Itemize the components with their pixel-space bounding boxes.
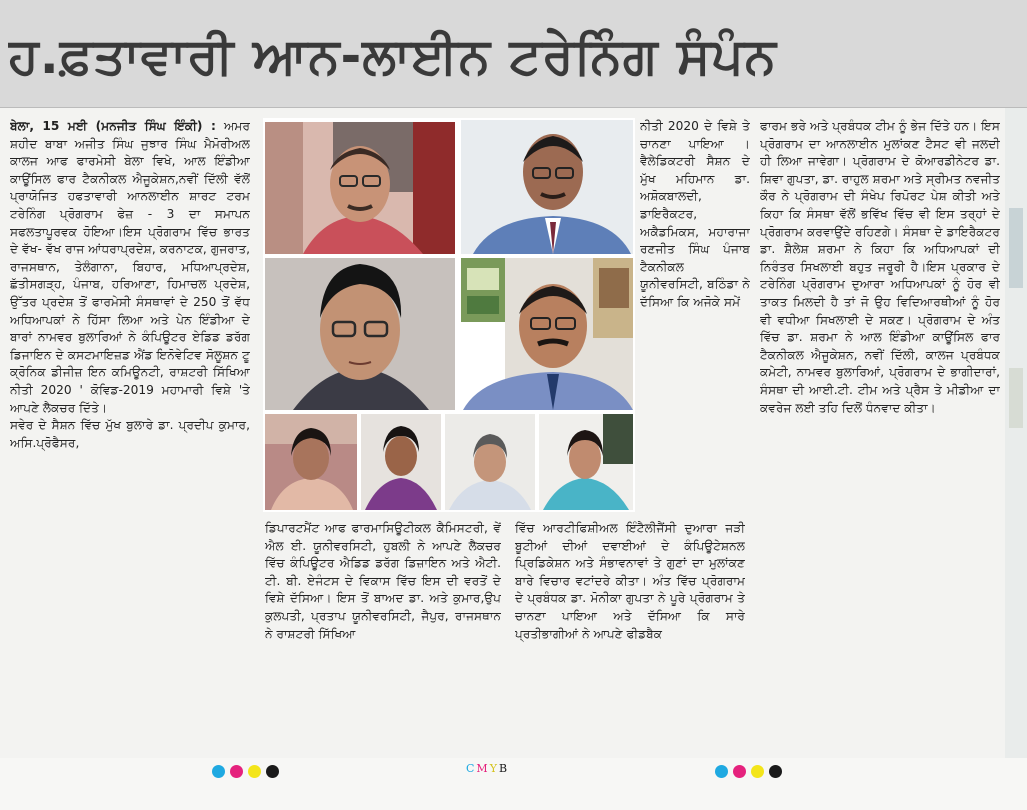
- article-column-2: [265, 520, 501, 758]
- yellow-dot: [751, 765, 764, 778]
- print-marks-footer: [0, 758, 1027, 810]
- color-registration-dots-right: [715, 765, 795, 779]
- cmyb-m: M: [476, 762, 490, 775]
- cmyb-b: B: [498, 762, 510, 775]
- color-registration-dots-left: [212, 765, 292, 779]
- participants-photo-collage: [263, 118, 635, 512]
- participant-photo-3: [265, 258, 455, 410]
- participant-photo-1: [265, 122, 455, 254]
- cmyb-label: [466, 762, 509, 775]
- article-column-3: [515, 520, 745, 758]
- column-3-body: ਵਿੱਚ ਆਰਟੀਫਿਸ਼ੀਅਲ ਇੰਟੈਲੀਜੈਂਸੀ ਦੁਆਰਾ ਜੜੀ ਬੂਟੀਆਂ ਦੀਆਂ ਦਵਾਈਆਂ ਦੇ ਕੰਪਿਊਟੇਸ਼ਨਲ ਪ੍ਰਿਡਿਕੇਸ਼ਨ ਅਤੇ ਸੰਭਾਵਨਾਵਾਂ ਤੇ ਗੁਣਾਂ ਦਾ ਮੁਲਾਂਕਣ ਬਾਰੇ ਵਿਚਾਰ ਵਟਾਂਦਰੇ ਕੀਤਾ। ਅੰਤ ਵਿੱਚ ਪ੍ਰੋਗਰਾਮ ਦੇ ਪ੍ਰਬੰਧਕ ਡਾ. ਮੋਨੀਕਾ ਗੁਪਤਾ ਨੇ ਪੂਰੇ ਪ੍ਰੋਗਰਾਮ ਤੇ ਚਾਨਣਾ ਪਾਇਆ ਅਤੇ ਦੱਸਿਆ ਕਿ ਸਾਰੇ ਪ੍ਰਤੀਭਾਗੀਆਂ ਨੇ ਆਪਣੇ ਫੀਡਬੈਕ: [515, 521, 745, 641]
- adjacent-article-edge: [1005, 108, 1027, 758]
- headline: ਹ.ਫ਼ਤਾਵਾਰੀ ਆਨ-ਲਾਈਨ ਟਰੇਨਿੰਗ ਸੰਪੰਨ: [8, 27, 777, 85]
- column-1-body-2: ਸਵੇਰ ਦੇ ਸੈਸ਼ਨ ਵਿੱਚ ਮੁੱਖ ਬੁਲਾਰੇ ਡਾ. ਪ੍ਰਦੀਪ ਕੁਮਾਰ, ਅਸਿ.ਪ੍ਰੋਫੈਸਰ,: [10, 418, 250, 450]
- column-1-body: ਅਮਰ ਸ਼ਹੀਦ ਬਾਬਾ ਅਜੀਤ ਸਿੰਘ ਜੁਝਾਰ ਸਿੰਘ ਮੈਮੋਰੀਅਲ ਕਾਲਜ ਆਫ ਫਾਰਮੇਸੀ ਬੇਲਾ ਵਿਖੇ, ਆਲ ਇੰਡੀਆ ਕਾਊਂਸਿਲ ਫਾਰ ਟੈਕਨੀਕਲ ਐਜੂਕੇਸ਼ਨ,ਨਵੀਂ ਦਿੱਲੀ ਵੱਲੋਂ ਪ੍ਰਾਯੋਜਿਤ ਹਫਤਾਵਾਰੀ ਆਨਲਾਈਨ ਸ਼ਾਰਟ ਟਰਮ ਟਰੇਨਿੰਗ ਪ੍ਰੋਗਰਾਮ ਫੇਜ਼ - 3 ਦਾ ਸਮਾਪਨ ਸਫਲਤਾਪੂਰਵਕ ਹੋਇਆ।ਇਸ ਪ੍ਰੋਗਰਾਮ ਵਿੱਚ ਭਾਰਤ ਦੇ ਵੱਖ- ਵੱਖ ਰਾਜ ਆਂਧਰਾਪ੍ਰਦੇਸ਼, ਕਰਨਾਟਕ, ਗੁਜਰਾਤ, ਰਾਜਸਥਾਨ, ਤੇਲੰਗਾਨਾ, ਬਿਹਾਰ, ਮਧਿਆਪ੍ਰਦੇਸ਼, ਛੱਤੀਸਗੜ੍ਹ, ਪੰਜਾਬ, ਹਰਿਆਣਾ, ਹਿਮਾਚਲ ਪ੍ਰਦੇਸ਼, ਉੱਤਰ ਪ੍ਰਦੇਸ਼ ਤੋਂ ਫਾਰਮੇਸੀ ਸੰਸਥਾਵਾਂ ਦੇ 250 ਤੋਂ ਵੱਧ ਅਧਿਆਪਕਾਂ ਨੇ ਹਿੱਸਾ ਲਿਆ ਅਤੇ ਪੇਨ ਇੰਡੀਆ ਦੇ ਬਾਰਾਂ ਨਾਮਵਰ ਬੁਲਾਰਿਆਂ ਨੇ ਕੰਪਿਊਟਰ ਏਡਿਡ ਡਰੱਗ ਡਿਜਾਇਨ ਦੇ ਕਸਟਮਾਇਜ਼ਡ ਐਂਡ ਇਨੋਵੇਟਿਵ ਸੋਲੂਸ਼ਨ ਟੂ ਕ੍ਰੋਨਿਕ ਡੀਜੀਜ਼ ਇਨ ਕਮਿਊਨਟੀ, ਰਾਸ਼ਟਰੀ ਸਿੱਖਿਆ ਨੀਤੀ 2020 ' ਕੋਵਿਡ-2019 ਮਹਾਮਾਰੀ ਵਿਸ਼ੇ 'ਤੇ ਆਪਣੇ ਲੈਕਚਰ ਦਿੱਤੇ।: [10, 119, 250, 415]
- article-column-4: [760, 118, 1000, 758]
- column-2-body: ਡਿਪਾਰਟਮੈਂਟ ਆਫ ਫਾਰਮਾਸਿਊਟੀਕਲ ਕੈਮਿਸਟਰੀ, ਵੇਂ ਐਲ ਈ. ਯੂਨੀਵਰਸਿਟੀ, ਹੁਬਲੀ ਨੇ ਆਪਣੇ ਲੈਕਚਰ ਵਿੱਚ ਕੰਪਿਊਟਰ ਐਡਿਡ ਡਰੱਗ ਡਿਜ਼ਾਇਨ ਅਤੇ ਐਟੀ. ਟੀ. ਬੀ. ਏਜੰਟਸ ਦੇ ਵਿਕਾਸ ਵਿੱਚ ਇਸ ਦੀ ਵਰਤੋਂ ਦੇ ਵਿਸ਼ੇ ਦੱਸਿਆ। ਇਸ ਤੋਂ ਬਾਅਦ ਡਾ. ਅਤੇ ਕੁਮਾਰ,ਉਪ ਕੁਲਪਤੀ, ਪ੍ਰਤਾਪ ਯੂਨੀਵਰਸਿਟੀ, ਜੈਪੁਰ, ਰਾਜਸਥਾਨ ਨੇ ਰਾਸ਼ਟਰੀ ਸਿੱਖਿਆ: [265, 521, 501, 641]
- participant-photo-6: [265, 414, 357, 510]
- yellow-dot: [248, 765, 261, 778]
- collage-svg: [263, 118, 635, 512]
- dateline: ਬੇਲਾ, 15 ਮਈ (ਮਨਜੀਤ ਸਿੰਘ ਇੰਕੀ) :: [10, 119, 216, 133]
- cyan-dot: [715, 765, 728, 778]
- cyan-dot: [212, 765, 225, 778]
- participant-photo-4: [461, 258, 505, 322]
- cmyb-y: Y: [489, 762, 499, 775]
- participant-photo-8: [445, 414, 535, 510]
- article-column-3a: [640, 118, 750, 514]
- black-dot: [769, 765, 782, 778]
- headline-band: [0, 0, 1027, 108]
- participant-photo-9: [539, 414, 633, 510]
- column-3a-body: ਨੀਤੀ 2020 ਦੇ ਵਿਸ਼ੇ ਤੇ ਚਾਨਣਾ ਪਾਇਆ । ਵੈਲੇਡਿਕਟਰੀ ਸੈਸ਼ਨ ਦੇ ਮੁੱਖ ਮਹਿਮਾਨ ਡਾ. ਅਸ਼ੋਕਬਾਲਦੀ, ਡਾਇਰੈਕਟਰ, ਅਕੈਡਮਿਕਸ, ਮਹਾਰਾਜਾ ਰਣਜੀਤ ਸਿੰਘ ਪੰਜਾਬ ਟੈਕਨੀਕਲ ਯੂਨੀਵਰਸਿਟੀ, ਬਠਿੰਡਾ ਨੇ ਦੱਸਿਆ ਕਿ ਅਜੋਕੇ ਸਮੇਂ: [640, 119, 750, 309]
- column-4-body: ਫਾਰਮ ਭਰੇ ਅਤੇ ਪ੍ਰਬੰਧਕ ਟੀਮ ਨੂੰ ਭੇਜ ਦਿੱਤੇ ਹਨ। ਇਸ ਪ੍ਰੋਗਰਾਮ ਦਾ ਆਨਲਾਈਨ ਮੁਲਾਂਕਣ ਟੈਸਟ ਵੀ ਜਲਦੀ ਹੀ ਲਿਆ ਜਾਵੇਗਾ। ਪ੍ਰੋਗਰਾਮ ਦੇ ਕੋਆਰਡੀਨੇਟਰ ਡਾ. ਸ਼ਿਵਾ ਗੁਪਤਾ, ਡਾ. ਰਾਹੁਲ ਸ਼ਰਮਾ ਅਤੇ ਸ੍ਰੀਮਤ ਨਵਜੀਤ ਕੌਰ ਨੇ ਪ੍ਰੋਗਰਾਮ ਦੀ ਸੰਖੇਪ ਰਿਪੋਰਟ ਪੇਸ਼ ਕੀਤੀ ਅਤੇ ਕਿਹਾ ਕਿ ਸੰਸਥਾ ਵੱਲੋਂ ਭਵਿੱਖ ਵਿੱਚ ਵੀ ਇਸ ਤਰ੍ਹਾਂ ਦੇ ਪ੍ਰੋਗਰਾਮ ਕਰਵਾਉਂਦੇ ਰਹਿਣਗੇ। ਸੰਸਥਾ ਦੇ ਡਾਇਰੈਕਟਰ ਡਾ. ਸ਼ੈਲੇਸ਼ ਸ਼ਰਮਾ ਨੇ ਕਿਹਾ ਕਿ ਅਧਿਆਪਕਾਂ ਦੀ ਨਿਰੰਤਰ ਸਿਖਲਾਈ ਬਹੁਤ ਜਰੂਰੀ ਹੈ।ਇਸ ਪ੍ਰਕਾਰ ਦੇ ਟਰੇਨਿੰਗ ਪ੍ਰੋਗਰਾਮ ਦੁਆਰਾ ਅਧਿਆਪਕਾਂ ਨੂੰ ਹੋਰ ਵੀ ਤਾਕਤ ਮਿਲਦੀ ਹੈ ਤਾਂ ਜੋ ਉਹ ਵਿਦਿਆਰਥੀਆਂ ਨੂੰ ਹੋਰ ਵੀ ਵਧੀਆ ਸਿਖਲਾਈ ਦੇ ਸਕਣ। ਪ੍ਰੋਗਰਾਮ ਦੇ ਅੰਤ ਵਿੱਚ ਡਾ. ਸ਼ਰਮਾ ਨੇ ਆਲ ਇੰਡੀਆ ਕਾਊਂਸਿਲ ਫਾਰ ਟੈਕਨੀਕਲ ਐਜੂਕੇਸ਼ਨ, ਨਵੀਂ ਦਿੱਲੀ, ਕਾਲਜ ਪ੍ਰਬੰਧਕ ਕਮੇਟੀ, ਨਾਮਵਰ ਬੁਲਾਰਿਆਂ, ਪ੍ਰੋਗਰਾਮ ਦੇ ਭਾਗੀਦਾਰਾਂ, ਸੰਸਥਾ ਦੀ ਆਈ.ਟੀ. ਟੀਮ ਅਤੇ ਪ੍ਰੈਸ ਤੇ ਮੀਡੀਆ ਦਾ ਕਵਰੇਜ ਲਈ ਤਹਿ ਦਿਲੋਂ ਧੰਨਵਾਦ ਕੀਤਾ।: [760, 119, 1000, 415]
- magenta-dot: [733, 765, 746, 778]
- black-dot: [266, 765, 279, 778]
- participant-photo-2: [461, 120, 633, 254]
- cmyb-c: C: [466, 762, 477, 775]
- article-column-1: [10, 118, 250, 758]
- participant-photo-7: [361, 414, 441, 510]
- magenta-dot: [230, 765, 243, 778]
